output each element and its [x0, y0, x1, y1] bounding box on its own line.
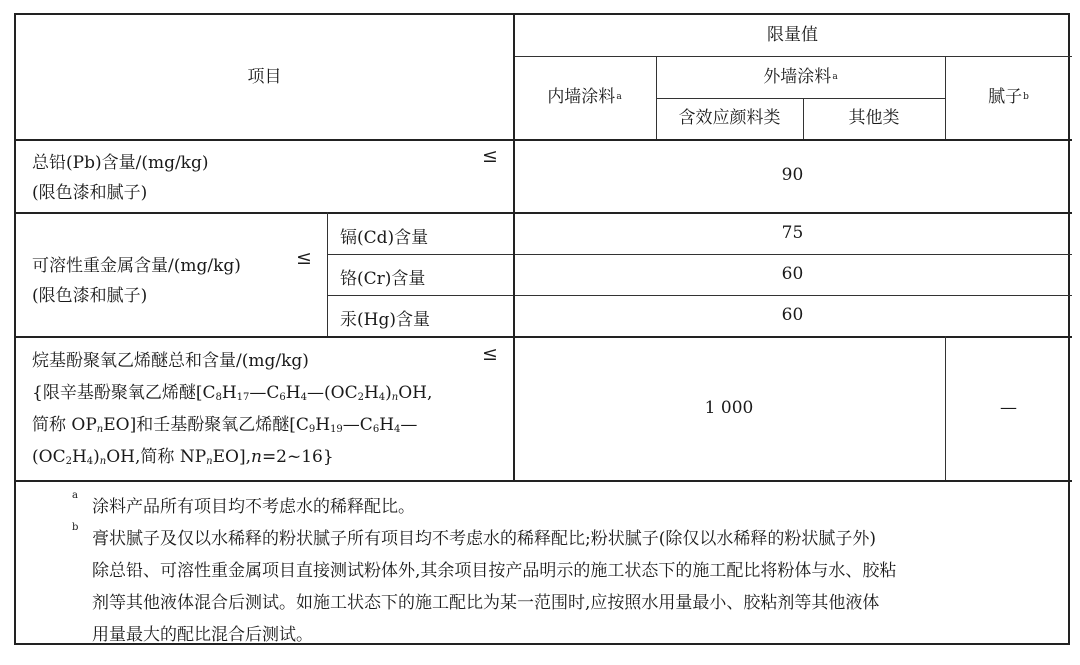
chromium-label: 铬(Cr)含量 — [340, 269, 426, 289]
standards-table — [14, 13, 1070, 645]
limit-header: 限量值 — [767, 25, 818, 46]
interior-coating-header: 内墙涂料 a — [547, 87, 622, 108]
item-header: 项目 — [247, 66, 282, 87]
putty-header: 腻子 b — [988, 87, 1029, 108]
lead-scope: (限色漆和腻子) — [32, 183, 148, 203]
exterior-coating-header: 外墙涂料 a — [763, 66, 838, 87]
footnote-b-text: 用量最大的配比混合后测试。 — [92, 625, 313, 645]
less-equal-symbol: ≤ — [482, 145, 498, 167]
footnote-marker: a — [832, 71, 838, 82]
heavy-metal-scope: (限色漆和腻子) — [32, 286, 148, 306]
grid-line — [327, 212, 328, 336]
footnote-b-text: 剂等其他液体混合后测试。如施工状态下的施工配比为某一范围时,应按照水用量最小、胶粘剂等其他液体 — [92, 593, 880, 613]
footnote-marker: b — [1023, 92, 1029, 103]
footnote-b-text: 膏状腻子及仅以水稀释的粉状腻子所有项目均不考虑水的稀释配比;粉状腻子(除仅以水稀释的粉状腻子外) — [92, 529, 876, 549]
cadmium-label: 镉(Cd)含量 — [340, 228, 429, 248]
cadmium-value: 75 — [781, 222, 804, 243]
apeo-value: 1 000 — [704, 397, 754, 418]
footnote-marker-b: b — [72, 522, 79, 533]
chromium-value: 60 — [781, 264, 804, 285]
grid-line — [16, 480, 1072, 482]
lead-value: 90 — [781, 165, 804, 186]
lead-label: 总铅(Pb)含量/(mg/kg) — [32, 153, 209, 173]
less-equal-symbol: ≤ — [482, 343, 498, 365]
footnote-marker-a: a — [72, 490, 78, 501]
footnote-marker: a — [616, 92, 622, 103]
apeo-putty-value: — — [1000, 397, 1017, 418]
apeo-definition-line: $(OC_2H_4)_nOH$,简称 $NP_nEO],n=2\sim 16$} — [32, 447, 334, 467]
effect-pigment-header: 含效应颜料类 — [678, 108, 781, 129]
apeo-label: 烷基酚聚氧乙烯醚总和含量/(mg/kg) — [32, 351, 309, 371]
apeo-definition-line: {限辛基酚聚氧乙烯醚[$C_8H_{17}—C_6H_4—(OC_2H_4)_nOH$, — [32, 383, 433, 403]
footnote-a-text: 涂料产品所有项目均不考虑水的稀释配比。 — [92, 497, 415, 517]
others-header: 其他类 — [848, 108, 900, 129]
footnote-b-text: 除总铅、可溶性重金属项目直接测试粉体外,其余项目按产品明示的施工状态下的施工配比将粉体与水、胶粘 — [92, 561, 897, 581]
less-equal-symbol: ≤ — [296, 247, 312, 269]
apeo-definition-line: 简称 $OP_nEO$]和壬基酚聚氧乙烯醚[$C_9H_{19}—C_6H_4—$ — [32, 415, 418, 435]
heavy-metal-label: 可溶性重金属含量/(mg/kg) — [32, 256, 241, 276]
mercury-label: 汞(Hg)含量 — [340, 310, 430, 330]
mercury-value: 60 — [781, 305, 804, 326]
